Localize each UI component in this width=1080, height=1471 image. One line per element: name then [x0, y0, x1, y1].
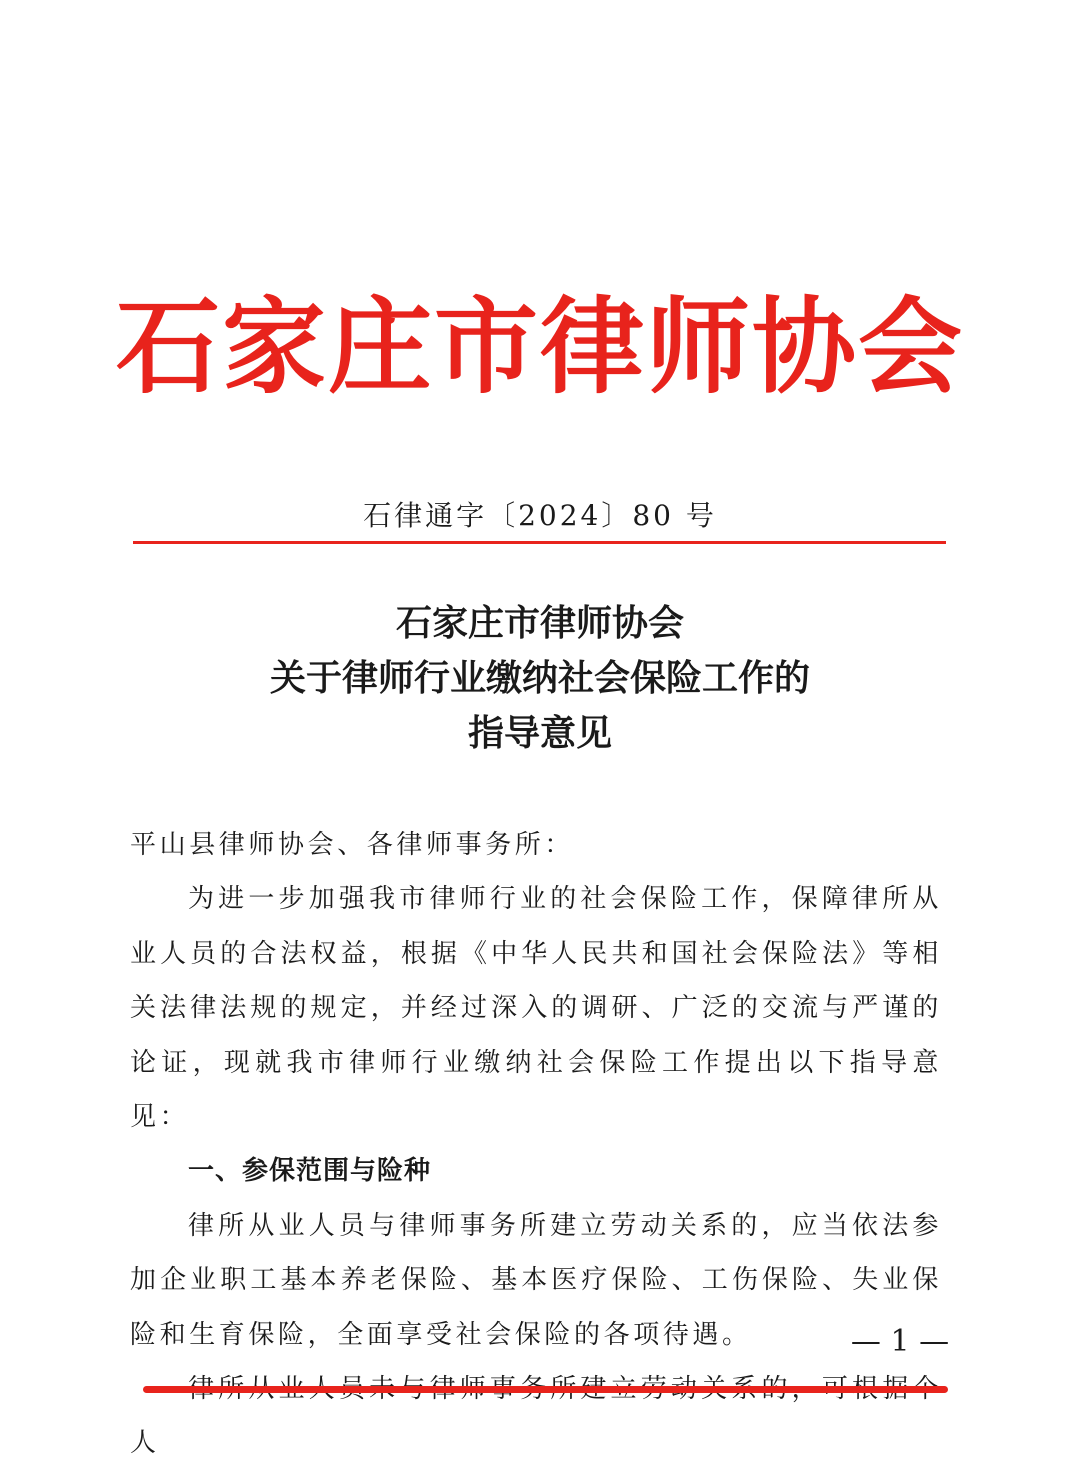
intro-paragraph: 为进一步加强我市律师行业的社会保险工作，保障律所从业人员的合法权益，根据《中华人民共和国社会保险法》等相关法律法规的规定，并经过深入的调研、广泛的交流与严谨的论证，现就我市律师行业缴纳社会保险工作提出以下指导意见： [130, 884, 942, 1133]
title-line-1: 石家庄市律师协会 [395, 603, 684, 644]
title-line-3: 指导意见 [467, 713, 612, 754]
document-number: 石律通字〔2024〕80 号 [363, 499, 717, 532]
section1-paragraph-1: 律所从业人员与律师事务所建立劳动关系的，应当依法参加企业职工基本养老保险、基本医疗保险、工伤保险、失业保险和生育保险，全面享受社会保险的各项待遇。 [130, 1210, 942, 1350]
page-number: — 1 — [850, 1324, 950, 1359]
section1-paragraph-2: 人 [130, 1428, 160, 1459]
organization-header: 石家庄市律师协会 [115, 286, 964, 408]
title-line-2: 关于律师行业缴纳社会保险工作的 [269, 658, 810, 699]
salutation: 平山县律师协会、各律师事务所： [130, 830, 575, 860]
red-divider-top [133, 541, 946, 544]
red-divider-bottom [143, 1386, 948, 1393]
document-title [0, 596, 1080, 761]
document-body [130, 818, 942, 1471]
section-heading-1: 一、参保范围与险种 [188, 1156, 432, 1187]
